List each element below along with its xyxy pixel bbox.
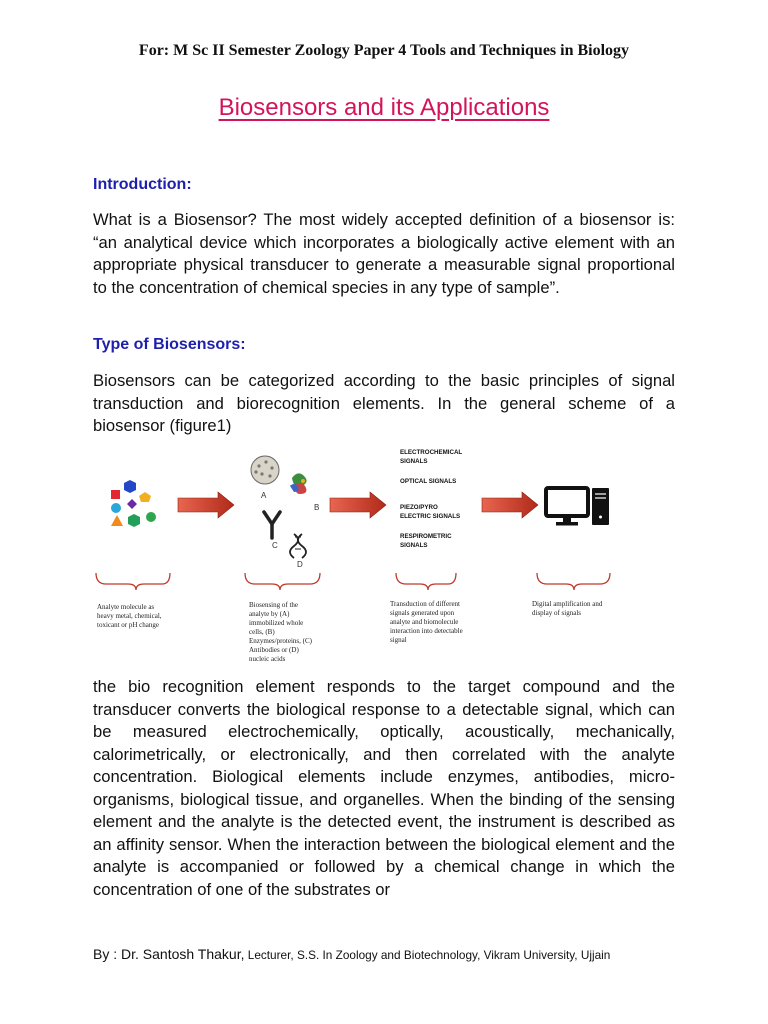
signal-respirometric-line-1: RESPIROMETRIC [400,533,452,540]
element-label-d: D [297,560,303,569]
caption-display-line-2: display of signals [532,609,581,617]
signal-electrochemical-line-1: ELECTROCHEMICAL [400,449,463,456]
biosensor-scheme-diagram [92,440,672,672]
footer-affiliation: Lecturer, S.S. In Zoology and Biotechnology, Vikram University, Ujjain [244,948,611,962]
caption-biosensing-line-3: immobilized whole [249,619,304,627]
bracket-display [537,573,610,590]
introduction-heading: Introduction: [93,176,192,193]
caption-analyte-line-3: toxicant or pH change [97,621,160,629]
document-footer [93,946,610,962]
cell-icon [251,456,279,484]
caption-biosensing-line-7: nucleic acids [249,655,286,663]
signal-respirometric-line-2: SIGNALS [400,542,428,549]
caption-analyte-line-2: heavy metal, chemical, [97,612,162,620]
caption-biosensing-line-5: Enzymes/proteins, (C) [249,637,312,645]
caption-biosensing-line-2: analyte by (A) [249,610,290,618]
signal-optical: OPTICAL SIGNALS [400,478,457,485]
bracket-analyte [96,573,170,590]
body-paragraph: the bio recognition element responds to the target compound and the transducer converts the biological response to a detectable signal, which can be measured electrochemically, optically, acoustically, mechanically, calorimetrically, or electronically, and then correlated with the analyte concentration. Biological elements include enzymes, antibodies, micro-organisms, biological tissue, and organelles. When the binding of the sensing element and the analyte is the detected event, the instrument is described as an affinity sensor. When the interaction between the biological element and the analyte is accompanied or followed by a chemical change in which the concentration of one of the substrates or [93,677,675,899]
types-heading: Type of Biosensors: [93,336,246,353]
footer-author: By : Dr. Santosh Thakur, [93,946,245,962]
document-header: For: M Sc II Semester Zoology Paper 4 Tools and Techniques in Biology [138,42,630,59]
caption-transduction-line-2: signals generated upon [390,609,455,617]
types-paragraph: Biosensors can be categorized according to the basic principles of signal transduction and biorecognition elements. In the general scheme of a biosensor (figure1) [93,371,675,435]
caption-transduction-line-4: interaction into detectable [390,627,463,635]
caption-biosensing-line-1: Biosensing of the [249,601,298,609]
signal-electrochemical-line-2: SIGNALS [400,458,428,465]
antibody-icon [264,512,280,538]
caption-analyte-line-1: Analyte molecule as [97,603,155,611]
element-label-b: B [314,503,320,512]
caption-transduction-line-1: Transduction of different [390,600,460,608]
caption-biosensing-line-4: cells, (B) [249,628,275,636]
computer-icon [546,488,609,526]
dna-icon [290,534,306,558]
element-label-c: C [272,541,278,550]
caption-display-line-1: Digital amplification and [532,600,603,608]
caption-transduction-line-3: analyte and biomolecule [390,618,459,626]
bracket-transduction [396,573,456,590]
arrow-right-icon [330,492,386,518]
enzyme-protein-icon [290,473,307,494]
introduction-paragraph: What is a Biosensor? The most widely accepted definition of a biosensor is: “an analytical device which incorporates a biologically active element with an appropriate physical transducer to generate a measurable signal proportional to the concentration of chemical species in any type of sample”. [93,210,675,297]
element-label-a: A [261,491,267,500]
page-title: Biosensors and its Applications [218,94,550,121]
arrow-right-icon [482,492,538,518]
caption-biosensing-line-6: Antibodies or (D) [249,646,299,654]
caption-transduction-line-5: signal [390,636,407,644]
signal-piezo-line-2: ELECTRIC SIGNALS [400,513,461,520]
bracket-biosensing [245,573,320,590]
arrow-right-icon [178,492,234,518]
biosensor-scheme-figure [92,440,672,672]
signal-piezo-line-1: PIEZO/PYRO [400,504,438,511]
analyte-molecules-icon [111,480,156,527]
